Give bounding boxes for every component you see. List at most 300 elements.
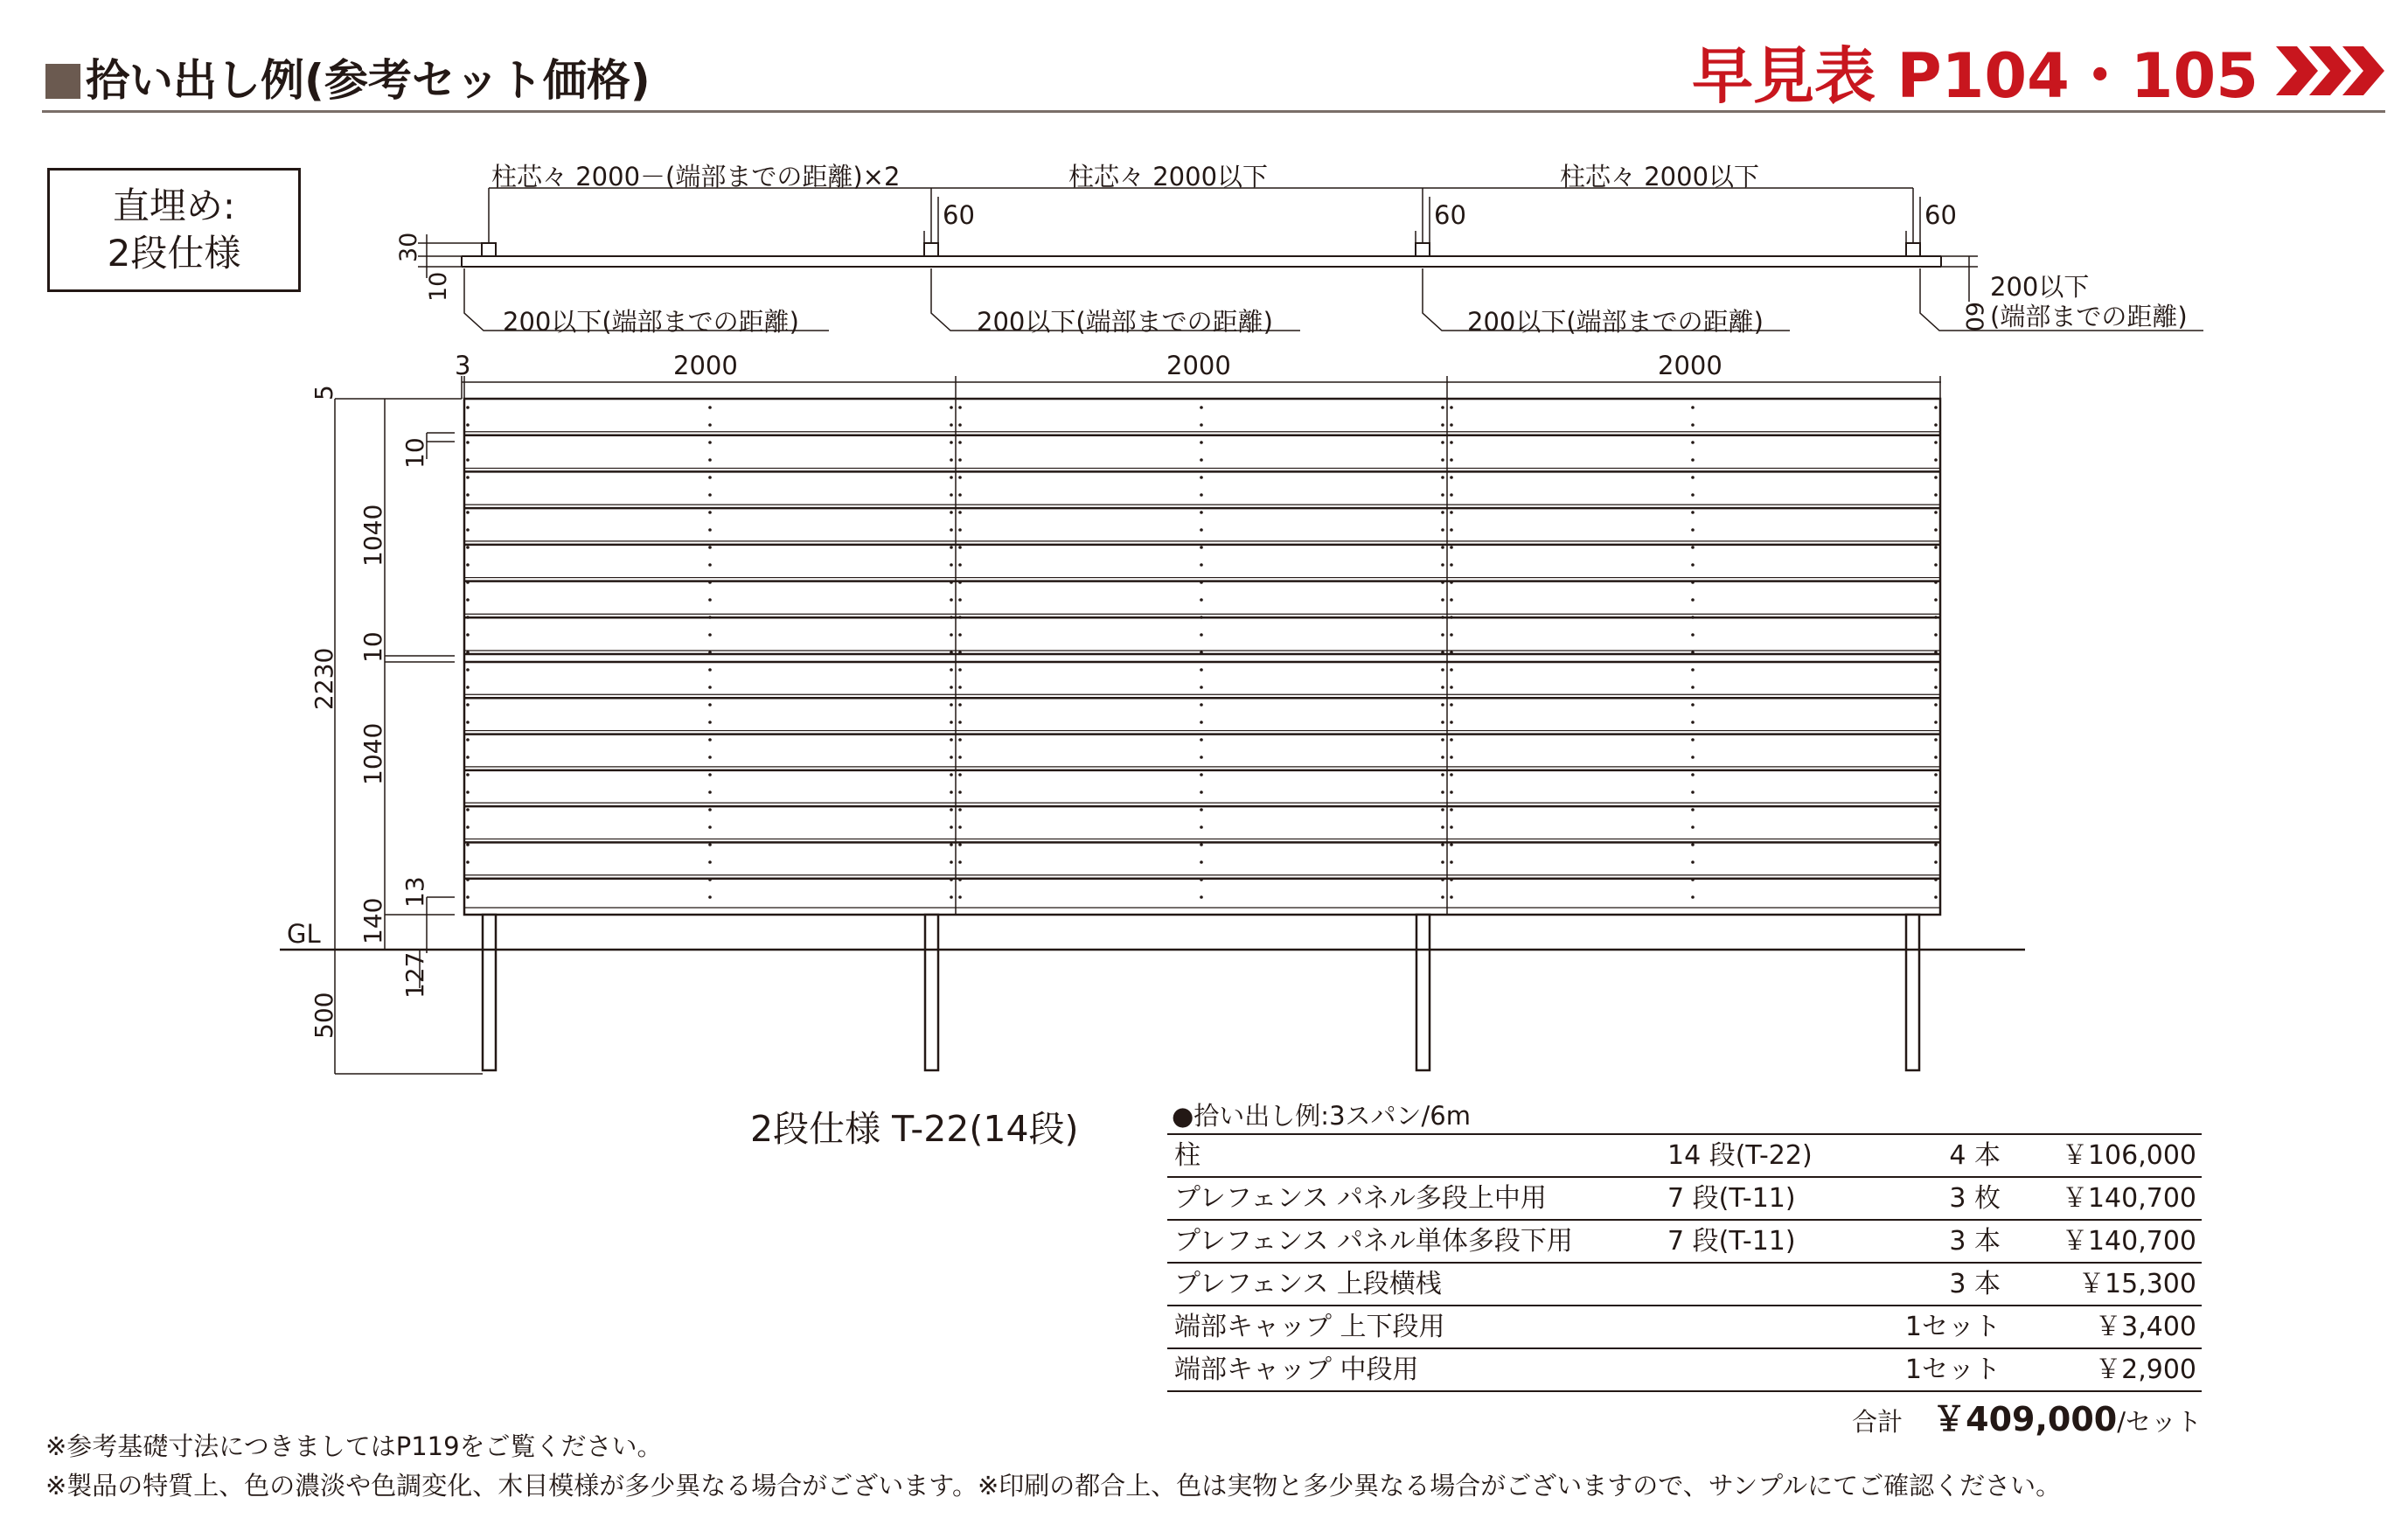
screw-dot <box>958 756 962 759</box>
screw-dot <box>1934 721 1938 724</box>
screw-dot <box>950 721 953 724</box>
screw-dot <box>1450 546 1453 549</box>
part-price: ￥140,700 <box>2061 1183 2196 1214</box>
screw-dot <box>1691 756 1695 759</box>
screw-dot <box>1441 860 1444 864</box>
spec-caption: 2段仕様 T-22(14段) <box>750 1108 1079 1150</box>
screw-dot <box>1441 633 1444 637</box>
screw-dot <box>466 686 470 689</box>
screw-dot <box>1934 790 1938 794</box>
screw-dot <box>1934 703 1938 707</box>
elev-width-1: 2000 <box>673 351 738 380</box>
screw-dot <box>958 476 962 479</box>
screw-dot <box>1934 528 1938 532</box>
screw-dot <box>708 581 712 584</box>
screw-dot <box>1450 773 1453 776</box>
screw-dot <box>958 790 962 794</box>
screw-dot <box>1691 878 1695 881</box>
part-name: プレフェンス パネル単体多段下用 <box>1174 1226 1573 1257</box>
screw-dot <box>950 790 953 794</box>
screw-dot <box>1441 511 1444 514</box>
screw-dot <box>466 756 470 759</box>
screw-dot <box>1934 546 1938 549</box>
screw-dot <box>950 878 953 881</box>
screw-dot <box>958 406 962 409</box>
section-title-text: 拾い出し例(参考セット価格) <box>86 55 651 106</box>
screw-dot <box>708 773 712 776</box>
table-row <box>1167 1347 2202 1392</box>
screw-dot <box>1200 581 1203 584</box>
screw-dot <box>708 721 712 724</box>
parts-table <box>1167 1133 2202 1392</box>
screw-dot <box>950 895 953 899</box>
part-price: ￥3,400 <box>2095 1312 2196 1342</box>
screw-dot <box>1200 493 1203 497</box>
plan-view <box>395 162 2203 337</box>
screw-dot <box>1934 843 1938 846</box>
part-qty: 4 本 <box>1949 1140 2001 1171</box>
posts <box>483 915 1919 1070</box>
post-4 <box>1906 915 1919 1070</box>
screw-dot <box>1441 843 1444 846</box>
screw-dot <box>1200 441 1203 444</box>
screw-dot <box>1450 721 1453 724</box>
screw-dot <box>1450 423 1453 427</box>
post-3 <box>1416 915 1430 1070</box>
screw-dot <box>1200 546 1203 549</box>
plan-post-width-2: 60 <box>1434 200 1466 230</box>
screw-dot <box>466 651 470 654</box>
footnote-foundation: ※参考基礎寸法につきましてはP119をご覧ください。 <box>45 1431 663 1461</box>
screw-dot <box>1934 651 1938 654</box>
screw-dot <box>1450 511 1453 514</box>
screw-dot <box>950 406 953 409</box>
screw-dot <box>1934 493 1938 497</box>
screw-dot <box>1450 703 1453 707</box>
screw-dot <box>950 668 953 672</box>
screw-dot <box>1450 441 1453 444</box>
screw-dot <box>950 738 953 742</box>
plan-post-1 <box>482 243 496 256</box>
screw-dot <box>1691 738 1695 742</box>
part-qty: 1セット <box>1904 1354 2001 1385</box>
table-row <box>1167 1176 2202 1219</box>
screw-dot <box>1200 843 1203 846</box>
screw-dot <box>958 458 962 462</box>
screw-dot <box>1200 511 1203 514</box>
screw-dot <box>958 651 962 654</box>
screw-dot <box>708 406 712 409</box>
screw-dot <box>950 423 953 427</box>
screw-dot <box>1441 563 1444 567</box>
screw-dot <box>958 423 962 427</box>
screw-dot <box>466 511 470 514</box>
elev-embed-127: 127 <box>400 951 429 999</box>
plan-post-3 <box>1416 243 1430 256</box>
screw-dot <box>708 878 712 881</box>
elev-width-3: 2000 <box>1658 351 1722 380</box>
table-row <box>1167 1305 2202 1347</box>
fence-screw-dots <box>466 406 1938 899</box>
screw-dot <box>466 825 470 829</box>
screw-dot <box>1200 825 1203 829</box>
screw-dot <box>1441 756 1444 759</box>
screw-dot <box>466 458 470 462</box>
screw-dot <box>950 825 953 829</box>
screw-dot <box>950 860 953 864</box>
screw-dot <box>1450 581 1453 584</box>
screw-dot <box>1441 546 1444 549</box>
table-row <box>1167 1219 2202 1262</box>
screw-dot <box>708 738 712 742</box>
screw-dot <box>466 423 470 427</box>
part-qty: 3 本 <box>1949 1226 2001 1257</box>
screw-dot <box>1200 563 1203 567</box>
screw-dot <box>1441 895 1444 899</box>
elev-top-gap: 5 <box>310 385 338 400</box>
screw-dot <box>466 738 470 742</box>
total-label: 合計 <box>1852 1407 1903 1437</box>
screw-dot <box>1441 616 1444 619</box>
screw-dot <box>958 860 962 864</box>
plan-end-offset: 60 <box>1960 302 1987 332</box>
screw-dot <box>708 493 712 497</box>
screw-dot <box>1691 668 1695 672</box>
screw-dot <box>466 895 470 899</box>
screw-dot <box>958 721 962 724</box>
screw-dot <box>1441 528 1444 532</box>
plan-post-width-3: 60 <box>1924 200 1957 230</box>
screw-dot <box>708 528 712 532</box>
elev-lower-height: 1040 <box>358 722 387 785</box>
screw-dot <box>1691 581 1695 584</box>
part-qty: 1セット <box>1904 1312 2001 1342</box>
screw-dot <box>950 843 953 846</box>
screw-dot <box>1934 738 1938 742</box>
screw-dot <box>1200 406 1203 409</box>
screw-dot <box>1691 686 1695 689</box>
end-distance-right-2: (端部までの距離) <box>1990 302 2188 331</box>
screw-dot <box>950 563 953 567</box>
screw-dot <box>958 738 962 742</box>
screw-dot <box>950 616 953 619</box>
screw-dot <box>1200 458 1203 462</box>
screw-dot <box>1450 825 1453 829</box>
screw-dot <box>1691 703 1695 707</box>
screw-dot <box>1441 441 1444 444</box>
screw-dot <box>958 598 962 602</box>
plan-height-10: 10 <box>425 271 452 302</box>
screw-dot <box>958 703 962 707</box>
screw-dot <box>1691 773 1695 776</box>
end-distance-label-1: 200以下(端部までの距離) <box>503 307 799 337</box>
screw-dot <box>1200 476 1203 479</box>
screw-dot <box>466 493 470 497</box>
screw-dot <box>1200 808 1203 811</box>
screw-dot <box>708 895 712 899</box>
screw-dot <box>1934 598 1938 602</box>
screw-dot <box>1691 895 1695 899</box>
screw-dot <box>466 668 470 672</box>
screw-dot <box>1200 895 1203 899</box>
screw-dot <box>466 546 470 549</box>
elev-width-2: 2000 <box>1166 351 1231 380</box>
screw-dot <box>950 511 953 514</box>
elev-embed-depth: 500 <box>310 992 338 1039</box>
quick-reference-label: 早見表 P104・105 <box>1692 39 2258 112</box>
end-distance-label-3: 200以下(端部までの距離) <box>1467 307 1764 337</box>
screw-dot <box>708 686 712 689</box>
screw-dot <box>1441 476 1444 479</box>
screw-dot <box>1450 458 1453 462</box>
screw-dot <box>1691 790 1695 794</box>
screw-dot <box>1691 721 1695 724</box>
screw-dot <box>958 895 962 899</box>
screw-dot <box>708 511 712 514</box>
screw-dot <box>1200 860 1203 864</box>
screw-dot <box>1934 773 1938 776</box>
screw-dot <box>1934 406 1938 409</box>
total-unit: /セット <box>2117 1407 2202 1437</box>
screw-dot <box>466 563 470 567</box>
screw-dot <box>950 773 953 776</box>
screw-dot <box>466 633 470 637</box>
screw-dot <box>466 528 470 532</box>
screw-dot <box>708 756 712 759</box>
screw-dot <box>1691 808 1695 811</box>
screw-dot <box>708 843 712 846</box>
screw-dot <box>1200 686 1203 689</box>
screw-dot <box>466 476 470 479</box>
screw-dot <box>1200 790 1203 794</box>
screw-dot <box>708 616 712 619</box>
part-spec: 7 段(T-11) <box>1667 1226 1796 1257</box>
total-amount: ￥409,000 <box>1932 1400 2118 1438</box>
screw-dot <box>1450 633 1453 637</box>
screw-dot <box>1934 423 1938 427</box>
screw-dot <box>950 808 953 811</box>
screw-dot <box>958 581 962 584</box>
elev-bottom-gap: 13 <box>400 876 429 908</box>
screw-dot <box>1934 458 1938 462</box>
screw-dot <box>1934 616 1938 619</box>
table-row <box>1167 1133 2202 1176</box>
screw-dot <box>1441 773 1444 776</box>
screw-dot <box>1691 493 1695 497</box>
total-price <box>1852 1392 2202 1440</box>
screw-dot <box>1200 721 1203 724</box>
spec-box-line1: 直埋め: <box>112 185 236 227</box>
screw-dot <box>950 476 953 479</box>
screw-dot <box>466 860 470 864</box>
screw-dot <box>1441 721 1444 724</box>
elev-clearance: 140 <box>358 897 387 944</box>
screw-dot <box>1200 598 1203 602</box>
screw-dot <box>708 546 712 549</box>
screw-dot <box>958 493 962 497</box>
screw-dot <box>1691 843 1695 846</box>
screw-dot <box>1441 493 1444 497</box>
screw-dot <box>1691 458 1695 462</box>
screw-dot <box>1441 423 1444 427</box>
part-name: 端部キャップ 中段用 <box>1174 1354 1419 1385</box>
screw-dot <box>1200 773 1203 776</box>
screw-dot <box>958 825 962 829</box>
screw-dot <box>1441 738 1444 742</box>
screw-dot <box>466 406 470 409</box>
screw-dot <box>1934 878 1938 881</box>
part-name: プレフェンス 上段横桟 <box>1174 1269 1442 1299</box>
screw-dot <box>958 843 962 846</box>
screw-dot <box>708 458 712 462</box>
screw-dot <box>708 808 712 811</box>
screw-dot <box>1934 756 1938 759</box>
screw-dot <box>1200 756 1203 759</box>
part-spec: 7 段(T-11) <box>1667 1183 1796 1214</box>
screw-dot <box>1441 878 1444 881</box>
screw-dot <box>1200 651 1203 654</box>
spec-box-line2: 2段仕様 <box>107 232 241 275</box>
screw-dot <box>466 598 470 602</box>
screw-dot <box>466 790 470 794</box>
screw-dot <box>1200 616 1203 619</box>
screw-dot <box>708 825 712 829</box>
plan-height-30: 30 <box>395 232 422 262</box>
screw-dot <box>1691 511 1695 514</box>
screw-dot <box>1200 703 1203 707</box>
screw-dot <box>708 633 712 637</box>
screw-dot <box>1691 423 1695 427</box>
screw-dot <box>958 878 962 881</box>
screw-dot <box>1450 790 1453 794</box>
screw-dot <box>958 668 962 672</box>
screw-dot <box>1441 703 1444 707</box>
screw-dot <box>950 686 953 689</box>
screw-dot <box>958 808 962 811</box>
part-price: ￥15,300 <box>2078 1269 2196 1299</box>
end-distance-label-2: 200以下(端部までの距離) <box>977 307 1273 337</box>
screw-dot <box>1450 476 1453 479</box>
screw-dot <box>1934 668 1938 672</box>
screw-dot <box>950 546 953 549</box>
screw-dot <box>1441 406 1444 409</box>
screw-dot <box>1934 686 1938 689</box>
screw-dot <box>1200 633 1203 637</box>
part-qty: 3 枚 <box>1949 1183 2001 1214</box>
screw-dot <box>1934 441 1938 444</box>
post-2 <box>925 915 938 1070</box>
screw-dot <box>1691 563 1695 567</box>
screw-dot <box>950 703 953 707</box>
screw-dot <box>708 476 712 479</box>
screw-dot <box>708 423 712 427</box>
screw-dot <box>1200 423 1203 427</box>
screw-dot <box>466 721 470 724</box>
screw-dot <box>708 598 712 602</box>
screw-dot <box>958 511 962 514</box>
screw-dot <box>950 651 953 654</box>
screw-dot <box>1200 668 1203 672</box>
screw-dot <box>1441 651 1444 654</box>
part-spec: 14 段(T-22) <box>1667 1140 1813 1171</box>
plan-span-label-1: 柱芯々 2000－(端部までの距離)×2 <box>491 162 901 192</box>
screw-dot <box>1691 825 1695 829</box>
screw-dot <box>708 790 712 794</box>
screw-dot <box>708 668 712 672</box>
screw-dot <box>466 773 470 776</box>
post-1 <box>483 915 496 1070</box>
fence-outline <box>464 399 1940 915</box>
part-name: 端部キャップ 上下段用 <box>1174 1312 1445 1342</box>
screw-dot <box>950 633 953 637</box>
screw-dot <box>1691 441 1695 444</box>
screw-dot <box>1691 633 1695 637</box>
screw-dot <box>466 878 470 881</box>
screw-dot <box>958 546 962 549</box>
part-name: プレフェンス パネル多段上中用 <box>1174 1183 1547 1214</box>
screw-dot <box>958 616 962 619</box>
screw-dot <box>1450 668 1453 672</box>
screw-dot <box>708 563 712 567</box>
screw-dot <box>958 441 962 444</box>
screw-dot <box>1691 406 1695 409</box>
part-price: ￥2,900 <box>2095 1354 2196 1385</box>
elev-total-height: 2230 <box>310 647 338 710</box>
screw-dot <box>1441 686 1444 689</box>
screw-dot <box>1441 825 1444 829</box>
screw-dot <box>1934 581 1938 584</box>
footnote-color: ※製品の特質上、色の濃淡や色調変化、木目模様が多少異なる場合がございます。※印刷の都合上、色は実物と多少異なる場合がございますので、サンプルにてご確認ください。 <box>45 1471 2062 1501</box>
part-price: ￥106,000 <box>2061 1140 2196 1171</box>
screw-dot <box>1450 528 1453 532</box>
screw-dot <box>1691 546 1695 549</box>
screw-dot <box>1441 458 1444 462</box>
screw-dot <box>1934 476 1938 479</box>
plan-post-4 <box>1906 243 1920 256</box>
ground-label: GL <box>287 919 321 949</box>
screw-dot <box>466 808 470 811</box>
screw-dot <box>1200 738 1203 742</box>
screw-dot <box>1200 878 1203 881</box>
screw-dot <box>1450 860 1453 864</box>
screw-dot <box>708 703 712 707</box>
screw-dot <box>1691 651 1695 654</box>
elev-left-gap: 3 <box>455 351 471 380</box>
screw-dot <box>1441 598 1444 602</box>
screw-dot <box>1450 878 1453 881</box>
screw-dot <box>1450 651 1453 654</box>
screw-dot <box>1934 895 1938 899</box>
screw-dot <box>950 441 953 444</box>
screw-dot <box>950 528 953 532</box>
screw-dot <box>1934 563 1938 567</box>
screw-dot <box>466 703 470 707</box>
screw-dot <box>466 616 470 619</box>
part-name: 柱 <box>1174 1140 1201 1171</box>
screw-dot <box>950 493 953 497</box>
screw-dot <box>950 756 953 759</box>
screw-dot <box>1691 598 1695 602</box>
screw-dot <box>1934 860 1938 864</box>
screw-dot <box>708 441 712 444</box>
screw-dot <box>1691 860 1695 864</box>
screw-dot <box>1441 668 1444 672</box>
screw-dot <box>466 843 470 846</box>
screw-dot <box>1450 563 1453 567</box>
plan-post-2 <box>924 243 938 256</box>
screw-dot <box>1450 756 1453 759</box>
screw-dot <box>1200 528 1203 532</box>
